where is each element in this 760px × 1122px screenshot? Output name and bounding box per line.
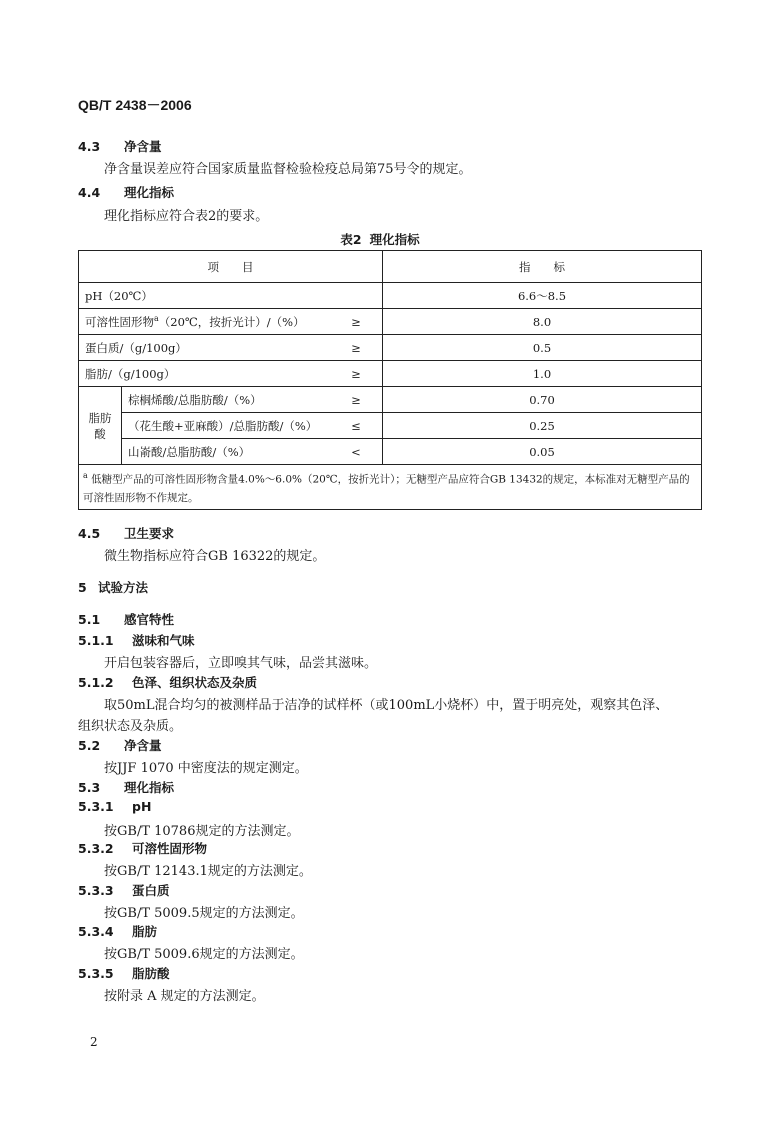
section-number: 5.3.4	[78, 924, 114, 939]
value-cell: 6.6～8.5	[383, 283, 702, 309]
item-cell: 山嵛酸/总脂肪酸/（%）	[122, 439, 331, 465]
section-5-3-3-text: 按GB/T 5009.5规定的方法测定。	[104, 906, 304, 921]
section-5-1-1-text: 开启包装容器后，立即嗅其气味，品尝其滋味。	[104, 656, 378, 671]
table-row	[79, 361, 702, 387]
section-5-3-5-text: 按附录 A 规定的方法测定。	[104, 989, 265, 1004]
symbol-cell: ≥	[330, 361, 383, 387]
column-header-value: 指 标	[383, 251, 702, 283]
section-number: 5.1.2	[78, 675, 114, 690]
item-cell	[79, 309, 331, 335]
symbol-cell: ≥	[330, 335, 383, 361]
note-text: 低糖型产品的可溶性固形物含量4.0%～6.0%（20℃，按折光计）；无糖型产品应符合GB 13432的规定，本标准对无糖型产品的可溶性固形物不作规定。	[83, 473, 690, 504]
table-2-caption	[0, 230, 760, 248]
section-5-1-2-text-line2: 组织状态及杂质。	[78, 719, 183, 734]
symbol-cell: ≥	[330, 309, 383, 335]
section-5-1-heading	[78, 610, 174, 628]
footnote-marker: a	[83, 471, 88, 480]
section-title: 卫生要求	[124, 526, 175, 541]
section-number: 4.3	[78, 139, 101, 154]
section-title: 脂肪	[132, 924, 158, 939]
section-4-5-heading	[78, 524, 174, 542]
table-row	[79, 283, 702, 309]
section-title: 蛋白质	[132, 883, 170, 898]
value-cell: 1.0	[383, 361, 702, 387]
section-number: 4.4	[78, 185, 101, 200]
item-cell: 脂肪/（g/100g）	[79, 361, 331, 387]
table-header-row	[79, 251, 702, 283]
item-suffix: （20℃，按折光计）/（%）	[158, 314, 305, 329]
section-number: 5.3.3	[78, 883, 114, 898]
section-title: 色泽、组织状态及杂质	[132, 675, 258, 690]
item-cell: pH（20℃）	[79, 283, 331, 309]
table-row	[79, 413, 702, 439]
section-number: 5.3.5	[78, 966, 114, 981]
section-5-3-heading	[78, 778, 174, 796]
section-4-5-text: 微生物指标应符合GB 16322的规定。	[104, 549, 326, 564]
section-title: 净含量	[124, 139, 162, 154]
section-title: 净含量	[124, 738, 162, 753]
symbol-cell	[330, 283, 383, 309]
section-number: 4.5	[78, 526, 101, 541]
standard-number: QB/T 2438－2006	[78, 97, 192, 113]
section-number: 5.3	[78, 780, 101, 795]
section-title: 理化指标	[124, 185, 175, 200]
section-4-4-heading	[78, 183, 174, 201]
section-5-1-1-heading	[78, 631, 195, 649]
section-5-heading	[78, 578, 148, 596]
section-number: 5.2	[78, 738, 101, 753]
table-row	[79, 439, 702, 465]
section-number: 5	[78, 580, 87, 595]
section-title: 感官特性	[124, 612, 175, 627]
symbol-cell: ≤	[330, 413, 383, 439]
value-cell: 0.70	[383, 387, 702, 413]
column-header-item: 项 目	[79, 251, 383, 283]
symbol-cell: ≥	[330, 387, 383, 413]
section-4-3-text: 净含量误差应符合国家质量监督检验检疫总局第75号令的规定。	[104, 162, 472, 177]
item-cell: （花生酸+亚麻酸）/总脂肪酸/（%）	[122, 413, 331, 439]
value-cell: 0.05	[383, 439, 702, 465]
section-5-3-5-heading	[78, 964, 170, 982]
table-caption-number: 表2	[340, 232, 362, 247]
section-title: 试验方法	[98, 580, 149, 595]
table-note-row	[79, 465, 702, 510]
section-5-1-2-text-line1: 取50mL混合均匀的被测样品于洁净的试样杯（或100mL小烧杯）中，置于明亮处，观察其色泽、	[104, 698, 669, 713]
section-number: 5.1.1	[78, 633, 114, 648]
page-number: 2	[90, 1035, 98, 1049]
table-caption-title: 理化指标	[369, 232, 420, 247]
section-5-3-2-text: 按GB/T 12143.1规定的方法测定。	[104, 864, 312, 879]
section-5-3-2-heading	[78, 839, 207, 857]
section-5-3-3-heading	[78, 881, 170, 899]
value-cell: 8.0	[383, 309, 702, 335]
table-2	[78, 250, 702, 510]
section-title: pH	[132, 799, 152, 814]
symbol-cell: <	[330, 439, 383, 465]
section-5-1-2-heading	[78, 673, 257, 691]
section-5-2-heading	[78, 736, 162, 754]
item-cell: 棕榈烯酸/总脂肪酸/（%）	[122, 387, 331, 413]
section-5-3-1-heading	[78, 799, 151, 814]
value-cell: 0.25	[383, 413, 702, 439]
section-title: 滋味和气味	[132, 633, 195, 648]
group-label-cell: 脂肪酸	[79, 387, 122, 465]
section-number: 5.1	[78, 612, 101, 627]
item-text: 可溶性固形物	[85, 314, 154, 329]
section-5-3-4-text: 按GB/T 5009.6规定的方法测定。	[104, 947, 304, 962]
section-title: 脂肪酸	[132, 966, 170, 981]
footnote-marker: a	[154, 313, 159, 323]
table-row	[79, 335, 702, 361]
section-title: 理化指标	[124, 780, 175, 795]
value-cell: 0.5	[383, 335, 702, 361]
item-cell: 蛋白质/（g/100g）	[79, 335, 331, 361]
table-row	[79, 309, 702, 335]
table-row	[79, 387, 702, 413]
section-4-4-text: 理化指标应符合表2的要求。	[104, 209, 269, 224]
table-note	[79, 465, 702, 510]
section-5-3-4-heading	[78, 922, 157, 940]
section-5-2-text: 按JJF 1070 中密度法的规定测定。	[104, 761, 308, 776]
section-4-3-heading	[78, 137, 162, 155]
section-number: 5.3.1	[78, 799, 114, 814]
section-5-3-1-text: 按GB/T 10786规定的方法测定。	[104, 824, 300, 839]
section-number: 5.3.2	[78, 841, 114, 856]
section-title: 可溶性固形物	[132, 841, 208, 856]
